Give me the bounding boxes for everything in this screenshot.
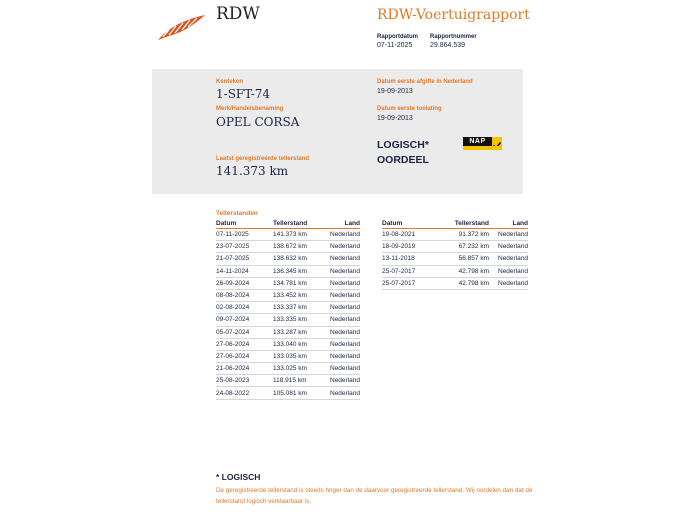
table-row bbox=[216, 314, 360, 326]
odometer-table-right bbox=[382, 219, 528, 290]
cell-country: Nederland bbox=[330, 314, 360, 326]
cell-date: 08-08-2024 bbox=[216, 289, 273, 301]
table-row bbox=[216, 277, 360, 289]
cell-date: 05-07-2024 bbox=[216, 326, 273, 338]
plate-label: Kenteken bbox=[216, 79, 244, 85]
footnote-text: De geregistreerde tellerstand is steeds hoger dan de daarvoor geregistreerde tellerstand. Wij oordelen dan dat de tellerstand logisch verklaarbaar is. bbox=[216, 487, 533, 505]
verdict-line-2: OORDEEL bbox=[377, 154, 429, 166]
cell-country: Nederland bbox=[330, 326, 360, 338]
cell-date: 02-08-2024 bbox=[216, 302, 273, 314]
table-row bbox=[382, 241, 528, 253]
table-row bbox=[216, 265, 360, 277]
report-number: 29.864.539 bbox=[430, 42, 466, 49]
make-value: OPEL CORSA bbox=[216, 115, 300, 129]
odometer-section-title: Tellerstanden bbox=[216, 210, 258, 217]
verdict-line-1: LOGISCH* bbox=[377, 139, 429, 151]
table-row bbox=[216, 326, 360, 338]
column-header-reading: Tellerstand bbox=[273, 219, 330, 229]
panel-notch bbox=[168, 186, 185, 194]
odometer-label: Laatst geregistreerde tellerstand bbox=[216, 156, 310, 162]
cell-country: Nederland bbox=[495, 229, 528, 241]
cell-date: 21-06-2024 bbox=[216, 363, 273, 375]
cell-date: 27-06-2024 bbox=[216, 338, 273, 350]
table-row bbox=[382, 229, 528, 241]
cell-country: Nederland bbox=[330, 265, 360, 277]
cell-reading: 138.672 km bbox=[273, 241, 330, 253]
column-header-reading: Tellerstand bbox=[439, 219, 495, 229]
cell-country: Nederland bbox=[495, 265, 528, 277]
cell-country: Nederland bbox=[330, 229, 360, 241]
table-row bbox=[216, 302, 360, 314]
report-number-label: Rapportnummer bbox=[430, 34, 477, 40]
report-date: 07-11-2025 bbox=[377, 42, 413, 49]
cell-country: Nederland bbox=[495, 277, 528, 289]
table-row bbox=[216, 289, 360, 301]
brand-name: RDW bbox=[216, 4, 260, 24]
column-header-country: Land bbox=[330, 219, 360, 229]
cell-country: Nederland bbox=[330, 375, 360, 387]
cell-date: 25-07-2017 bbox=[382, 277, 439, 289]
column-header-date: Datum bbox=[382, 219, 439, 229]
cell-reading: 136.345 km bbox=[273, 265, 330, 277]
table-row bbox=[216, 363, 360, 375]
table-header-row bbox=[216, 219, 360, 229]
first-admission-label: Datum eerste toelating bbox=[377, 106, 442, 112]
cell-country: Nederland bbox=[330, 387, 360, 399]
table-row bbox=[382, 253, 528, 265]
cell-country: Nederland bbox=[330, 241, 360, 253]
cell-date: 21-07-2025 bbox=[216, 253, 273, 265]
summary-panel bbox=[152, 69, 523, 194]
check-icon bbox=[492, 137, 502, 146]
report-date-label: Rapportdatum bbox=[377, 34, 418, 40]
cell-reading: 133.035 km bbox=[273, 350, 330, 362]
table-row bbox=[216, 253, 360, 265]
cell-country: Nederland bbox=[330, 253, 360, 265]
cell-date: 07-11-2025 bbox=[216, 229, 273, 241]
table-row bbox=[382, 265, 528, 277]
table-row bbox=[216, 241, 360, 253]
cell-reading: 141.373 km bbox=[273, 229, 330, 241]
table-row bbox=[216, 387, 360, 399]
cell-reading: 133.040 km bbox=[273, 338, 330, 350]
plate-value: 1-SFT-74 bbox=[216, 87, 271, 101]
cell-date: 23-07-2025 bbox=[216, 241, 273, 253]
odometer-value: 141.373 km bbox=[216, 164, 289, 178]
cell-reading: 42.798 km bbox=[439, 277, 495, 289]
cell-reading: 133.337 km bbox=[273, 302, 330, 314]
cell-reading: 56.857 km bbox=[439, 253, 495, 265]
cell-country: Nederland bbox=[330, 338, 360, 350]
table-row bbox=[216, 375, 360, 387]
cell-reading: 118.915 km bbox=[273, 375, 330, 387]
nap-logo-bar bbox=[463, 146, 502, 150]
cell-date: 25-07-2017 bbox=[382, 265, 439, 277]
nap-logo bbox=[463, 137, 502, 151]
cell-date: 18-09-2019 bbox=[382, 241, 439, 253]
cell-reading: 134.781 km bbox=[273, 277, 330, 289]
report-title: RDW-Voertuigrapport bbox=[377, 7, 530, 23]
cell-reading: 105.081 km bbox=[273, 387, 330, 399]
column-header-country: Land bbox=[495, 219, 528, 229]
footnote-title: * LOGISCH bbox=[216, 472, 261, 482]
cell-reading: 133.452 km bbox=[273, 289, 330, 301]
table-row bbox=[216, 229, 360, 241]
cell-country: Nederland bbox=[330, 302, 360, 314]
rdw-logo-icon bbox=[157, 12, 207, 42]
cell-reading: 91.372 km bbox=[439, 229, 495, 241]
cell-country: Nederland bbox=[495, 241, 528, 253]
cell-reading: 133.335 km bbox=[273, 314, 330, 326]
first-admission-nl-label: Datum eerste afgifte in Nederland bbox=[377, 79, 473, 85]
table-header-row bbox=[382, 219, 528, 229]
first-admission-value: 19-09-2013 bbox=[377, 115, 413, 122]
cell-country: Nederland bbox=[330, 363, 360, 375]
cell-reading: 138.632 km bbox=[273, 253, 330, 265]
cell-date: 24-08-2022 bbox=[216, 387, 273, 399]
first-admission-nl-value: 19-09-2013 bbox=[377, 88, 413, 95]
table-row bbox=[216, 338, 360, 350]
nap-logo-text: NAP bbox=[463, 137, 492, 146]
table-row bbox=[216, 350, 360, 362]
cell-country: Nederland bbox=[495, 253, 528, 265]
column-header-date: Datum bbox=[216, 219, 273, 229]
table-row bbox=[382, 277, 528, 289]
odometer-table-left bbox=[216, 219, 360, 400]
cell-country: Nederland bbox=[330, 350, 360, 362]
cell-country: Nederland bbox=[330, 277, 360, 289]
cell-date: 26-09-2024 bbox=[216, 277, 273, 289]
cell-date: 27-06-2024 bbox=[216, 350, 273, 362]
cell-date: 13-11-2018 bbox=[382, 253, 439, 265]
cell-reading: 42.798 km bbox=[439, 265, 495, 277]
cell-country: Nederland bbox=[330, 289, 360, 301]
cell-reading: 67.232 km bbox=[439, 241, 495, 253]
cell-date: 14-11-2024 bbox=[216, 265, 273, 277]
make-label: Merk/Handelsbenaming bbox=[216, 106, 284, 112]
cell-reading: 133.287 km bbox=[273, 326, 330, 338]
cell-reading: 133.025 km bbox=[273, 363, 330, 375]
cell-date: 09-07-2024 bbox=[216, 314, 273, 326]
cell-date: 19-08-2021 bbox=[382, 229, 439, 241]
cell-date: 25-08-2023 bbox=[216, 375, 273, 387]
